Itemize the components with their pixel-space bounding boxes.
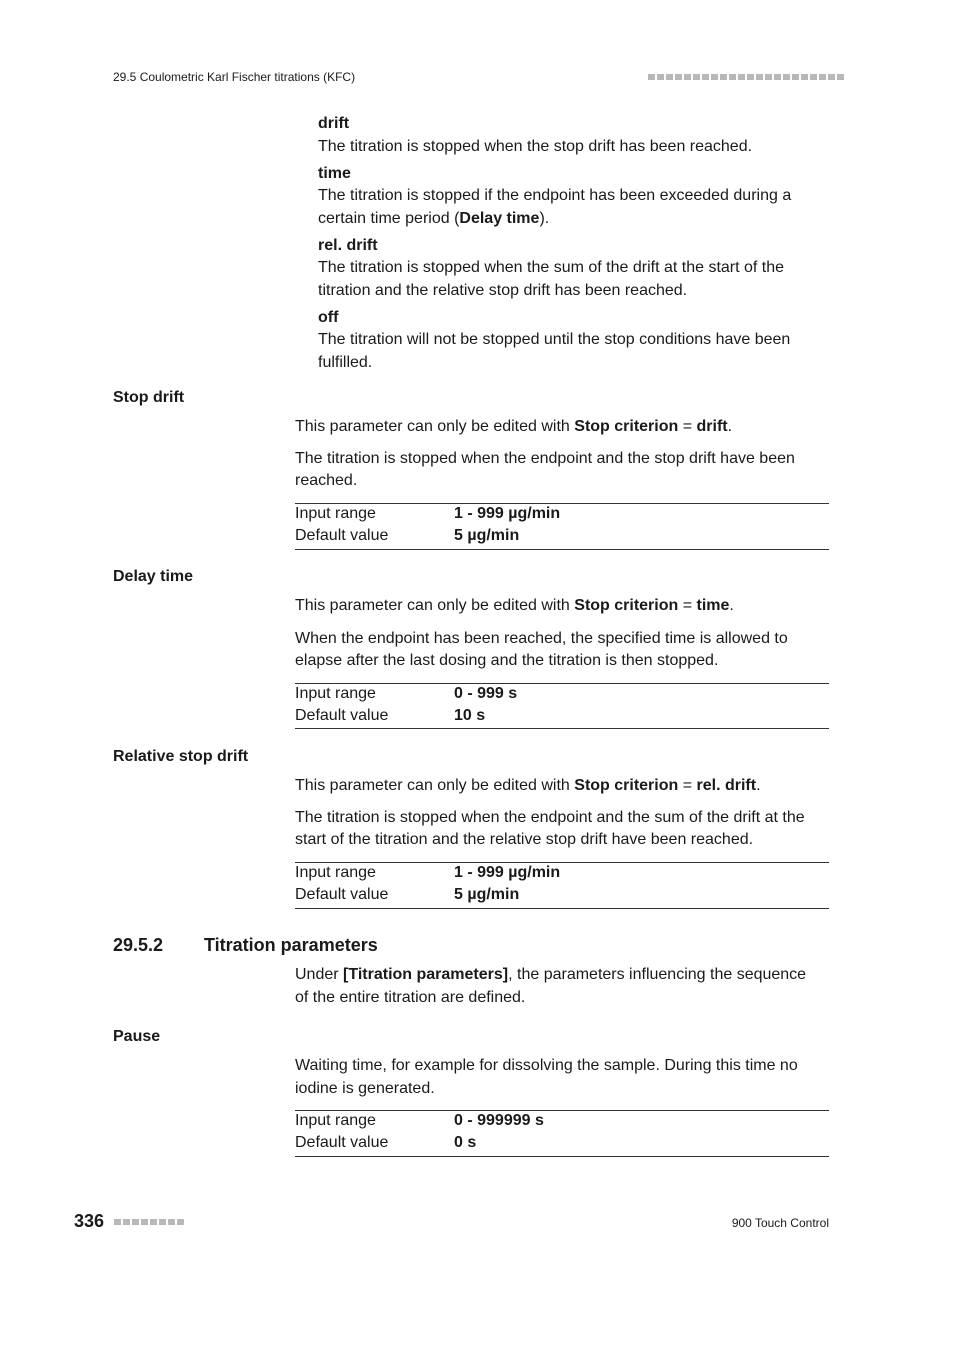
stop-drift-note: This parameter can only be edited with Stop criterion = drift. [295, 418, 733, 435]
table-row-input-range: Input range 0 - 999 s [295, 685, 518, 702]
table-row-default-value: Default value 0 s [295, 1134, 477, 1151]
table-row-input-range: Input range 1 - 999 µg/min [295, 505, 561, 522]
table-rule-bottom [295, 728, 829, 729]
table-row-default-value: Default value 5 µg/min [295, 886, 520, 903]
titration-parameters-intro-line2: of the entire titration are defined. [295, 989, 526, 1006]
option-term-drift: drift [318, 115, 350, 132]
section-title-pause: Pause [113, 1028, 161, 1045]
section-title-delay-time: Delay time [113, 568, 194, 585]
stop-drift-desc-line2: reached. [295, 472, 358, 489]
stop-drift-desc-line1: The titration is stopped when the endpoint and the stop drift have been [295, 450, 795, 467]
option-term-off: off [318, 309, 339, 326]
table-row-input-range: Input range 0 - 999999 s [295, 1112, 544, 1129]
table-row-default-value: Default value 10 s [295, 707, 486, 724]
option-desc-time-line1: The titration is stopped if the endpoint has been exceeded during a [318, 187, 792, 204]
section-heading-titration-parameters: 29.5.2 Titration parameters [113, 935, 378, 955]
option-term-rel-drift: rel. drift [318, 237, 378, 254]
option-desc-time-line2: certain time period (Delay time). [318, 210, 550, 227]
option-desc-off-line1: The titration will not be stopped until the stop conditions have been [318, 331, 791, 348]
option-desc-off-line2: fulfilled. [318, 354, 373, 371]
relative-stop-drift-desc-line2: start of the titration and the relative stop drift have been reached. [295, 831, 754, 848]
section-title-stop-drift: Stop drift [113, 389, 185, 406]
titration-parameters-intro-line1: Under [Titration parameters], the parameters influencing the sequence [295, 966, 807, 983]
relative-stop-drift-desc-line1: The titration is stopped when the endpoint and the sum of the drift at the [295, 809, 805, 826]
option-desc-rel-drift-line2: titration and the relative stop drift has been reached. [318, 282, 688, 299]
page-number: 336 [74, 1211, 105, 1231]
section-title-relative-stop-drift: Relative stop drift [113, 748, 249, 765]
footer-product-name: 900 Touch Control [731, 1216, 829, 1230]
table-row-input-range: Input range 1 - 999 µg/min [295, 864, 561, 881]
option-desc-drift: The titration is stopped when the stop drift has been reached. [318, 138, 753, 155]
relative-stop-drift-note: This parameter can only be edited with Stop criterion = rel. drift. [295, 777, 761, 794]
table-rule-bottom [295, 908, 829, 909]
footer-decoration [114, 1219, 184, 1225]
pause-desc-line1: Waiting time, for example for dissolving the sample. During this time no [295, 1057, 798, 1074]
running-header: 29.5 Coulometric Karl Fischer titrations (KFC) [113, 70, 356, 84]
table-rule-bottom [295, 1156, 829, 1157]
option-desc-rel-drift-line1: The titration is stopped when the sum of the drift at the start of the [318, 259, 785, 276]
header-decoration [648, 74, 844, 80]
delay-time-desc-line2: elapse after the last dosing and the titration is then stopped. [295, 652, 719, 669]
option-term-time: time [318, 165, 351, 182]
delay-time-note: This parameter can only be edited with Stop criterion = time. [295, 597, 734, 614]
pause-desc-line2: iodine is generated. [295, 1080, 435, 1097]
delay-time-desc-line1: When the endpoint has been reached, the specified time is allowed to [295, 630, 788, 647]
table-rule-bottom [295, 549, 829, 550]
table-row-default-value: Default value 5 µg/min [295, 527, 520, 544]
